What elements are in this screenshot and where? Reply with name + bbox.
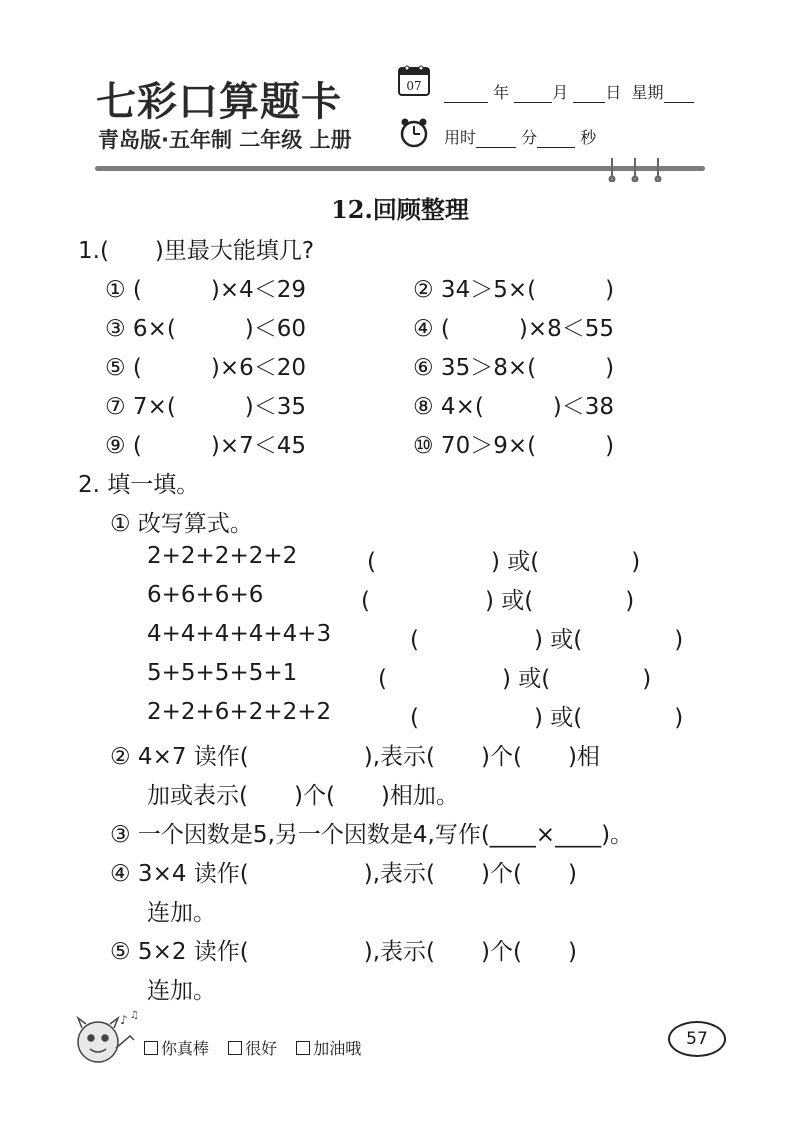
q1-heading: 1.( )里最大能填几? xyxy=(78,238,315,264)
brand-title: 七彩口算题卡 xyxy=(96,78,342,125)
rewrite-expr-2: 6+6+6+6 xyxy=(147,582,264,608)
q1-item-8[interactable]: ⑧ 4×( )＜38 xyxy=(413,394,615,420)
q2-sub5-line2: 连加。 xyxy=(147,978,216,1004)
rewrite-answer-2[interactable]: ( ) 或( ) xyxy=(361,588,635,614)
binder-rings-icon xyxy=(604,156,666,182)
svg-text:♫: ♫ xyxy=(130,1010,139,1021)
q2-sub2-line1[interactable]: ② 4×7 读作( ),表示( )个( )相 xyxy=(110,744,600,770)
calendar-number: 07 xyxy=(406,79,422,93)
mascot-icon xyxy=(70,1008,140,1070)
year-label: 年 xyxy=(493,83,510,102)
page-number: 57 xyxy=(668,1021,726,1057)
date-field[interactable] xyxy=(444,80,694,103)
weekday-label: 星期 xyxy=(631,83,664,102)
day-label: 日 xyxy=(605,83,622,102)
second-label: 秒 xyxy=(580,128,597,147)
q2-sub5-line1[interactable]: ⑤ 5×2 读作( ),表示( )个( ) xyxy=(110,939,577,965)
checkbox-icon xyxy=(228,1041,242,1055)
q1-item-5[interactable]: ⑤ ( )×6＜20 xyxy=(105,355,307,381)
month-label: 月 xyxy=(552,83,569,102)
q2-sub4-line2: 连加。 xyxy=(147,900,216,926)
checkbox-icon xyxy=(296,1041,310,1055)
rating-option-3[interactable]: 加油哦 xyxy=(296,1039,361,1058)
edition-label: 青岛版·五年制 二年级 上册 xyxy=(98,128,352,152)
time-field[interactable] xyxy=(444,125,596,148)
page-title: 12.回顾整理 xyxy=(331,195,469,224)
rating-options xyxy=(144,1036,375,1059)
rating-option-1[interactable]: 你真棒 xyxy=(144,1039,209,1058)
q2-sub4-line1[interactable]: ④ 3×4 读作( ),表示( )个( ) xyxy=(110,861,577,887)
rewrite-expr-4: 5+5+5+5+1 xyxy=(147,660,298,686)
q1-item-2[interactable]: ② 34＞5×( ) xyxy=(413,277,615,303)
q1-item-3[interactable]: ③ 6×( )＜60 xyxy=(105,316,307,342)
svg-text:♪: ♪ xyxy=(120,1013,128,1027)
q2-sub3[interactable]: ③ 一个因数是5,另一个因数是4,写作(____×____)。 xyxy=(110,822,634,848)
q2-heading: 2. 填一填。 xyxy=(78,472,200,498)
checkbox-icon xyxy=(144,1041,158,1055)
rewrite-expr-1: 2+2+2+2+2 xyxy=(147,543,298,569)
calendar-icon xyxy=(398,64,430,96)
minute-label: 分 xyxy=(521,128,538,147)
rewrite-answer-3[interactable]: ( ) 或( ) xyxy=(410,627,684,653)
q1-item-10[interactable]: ⑩ 70＞9×( ) xyxy=(413,433,615,459)
q1-item-7[interactable]: ⑦ 7×( )＜35 xyxy=(105,394,307,420)
rating-option-2[interactable]: 很好 xyxy=(228,1039,277,1058)
rewrite-expr-5: 2+2+6+2+2+2 xyxy=(147,699,332,725)
rewrite-expr-3: 4+4+4+4+4+3 xyxy=(147,621,332,647)
rewrite-answer-1[interactable]: ( ) 或( ) xyxy=(367,549,641,575)
alarm-clock-icon xyxy=(398,116,430,148)
q1-item-6[interactable]: ⑥ 35＞8×( ) xyxy=(413,355,615,381)
q2-sub2-line2[interactable]: 加或表示( )个( )相加。 xyxy=(147,783,459,809)
q1-item-4[interactable]: ④ ( )×8＜55 xyxy=(413,316,615,342)
rewrite-answer-5[interactable]: ( ) 或( ) xyxy=(410,705,684,731)
q1-item-1[interactable]: ① ( )×4＜29 xyxy=(105,277,307,303)
rewrite-answer-4[interactable]: ( ) 或( ) xyxy=(378,666,652,692)
time-label: 用时 xyxy=(444,128,477,147)
q1-item-9[interactable]: ⑨ ( )×7＜45 xyxy=(105,433,307,459)
q2-sub1-label: ① 改写算式。 xyxy=(110,511,253,537)
